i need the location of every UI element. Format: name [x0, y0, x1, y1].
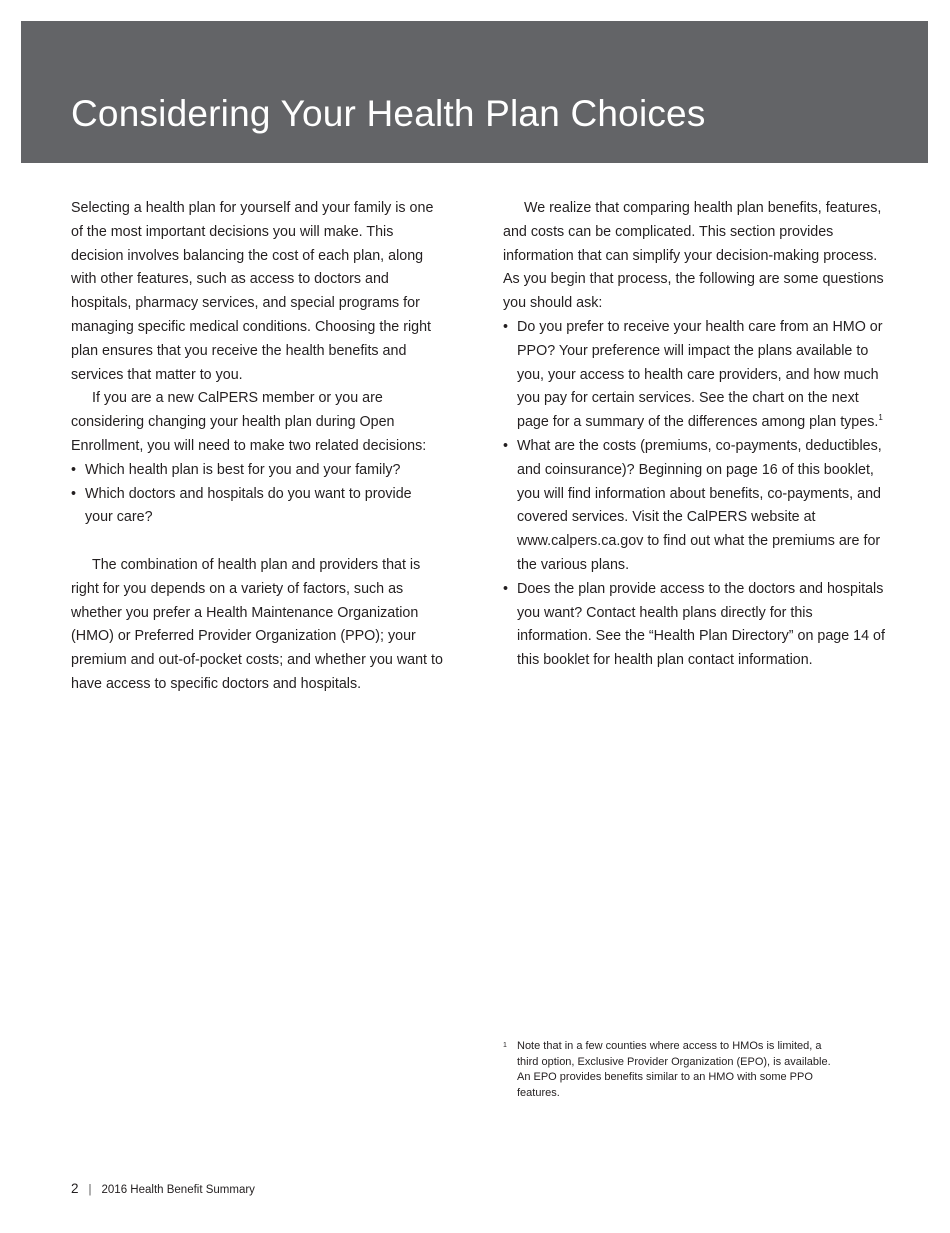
list-item: • Does the plan provide access to the doctors and hospitals you want? Contact health plans directly for this information. See the “Health Plan Directory” on page 14 of this booklet for health plan contact information. [503, 578, 885, 673]
right-column [503, 197, 885, 673]
questions-list [503, 316, 885, 673]
page-footer [71, 1181, 255, 1198]
list-item: • Do you prefer to receive your health care from an HMO or PPO? Your preference will impact the plans available to you, your access to health care providers, and how much you pay for certain services. See the chart on the next page for a summary of the differences among plan types.$^1$ [503, 316, 885, 435]
header-banner [21, 21, 928, 163]
bullet-icon: • [71, 461, 77, 478]
questions-intro: We realize that comparing health plan benefits, features, and costs can be complicated. This section provides information that can simplify your decision-making process. As you begin that process, the following are some questions you should ask: [503, 200, 884, 312]
footnote-number: 1 [503, 1042, 507, 1049]
bullet-icon: • [503, 580, 509, 597]
left-column [71, 197, 443, 697]
bullet-icon: • [503, 318, 509, 335]
calpers-website-link[interactable]: www.calpers.ca.gov [517, 533, 644, 550]
decisions-list [71, 459, 443, 530]
page-title: Considering Your Health Plan Choices [71, 93, 706, 134]
footnote-reference[interactable]: 1 [878, 413, 883, 423]
decisions-paragraph: If you are a new CalPERS member or you are considering changing your health plan during Open Enrollment, you will need to make two related decisions: [71, 390, 427, 454]
footer-title: 2016 Health Benefit Summary [101, 1184, 255, 1196]
bullet-icon: • [503, 437, 509, 454]
list-item: • What are the costs (premiums, co-payments, deductibles, and coinsurance)? Beginning on page 16 of this booklet, you will find information about benefits, co-payments, and covered services. Visit the CalPERS website at www.calpers.ca.gov to find out what the premiums are for the various plans. [503, 435, 885, 578]
footnote [503, 1039, 833, 1101]
footnote-text: Note that in a few counties where access to HMOs is limited, a third option, Exclusive Provider Organization (EPO), is available. An EPO provides benefits similar to an HMO with some PPO features. [517, 1040, 831, 1099]
list-item: • Which doctors and hospitals do you want to provide your care? [71, 483, 443, 531]
list-item: • Which health plan is best for you and your family? [71, 459, 443, 483]
factors-paragraph: The combination of health plan and providers that is right for you depends on a variety of factors, such as whether you prefer a Health Maintenance Organization (HMO) or Preferred Provider Organization (PPO); your premium and out-of-pocket costs; and whether you want to have access to specific doctors and hospitals. [71, 556, 443, 692]
footer-separator: | [88, 1184, 92, 1196]
page-number: 2 [71, 1181, 79, 1196]
bullet-icon: • [71, 485, 77, 502]
intro-paragraph: Selecting a health plan for yourself and your family is one of the most important decisions you will make. This decision involves balancing the cost of each plan, along with other features, such as access to doctors and hospitals, pharmacy services, and special programs for managing specific medical conditions. Choosing the right plan ensures that you receive the health benefits and services that matter to you. [71, 200, 434, 383]
